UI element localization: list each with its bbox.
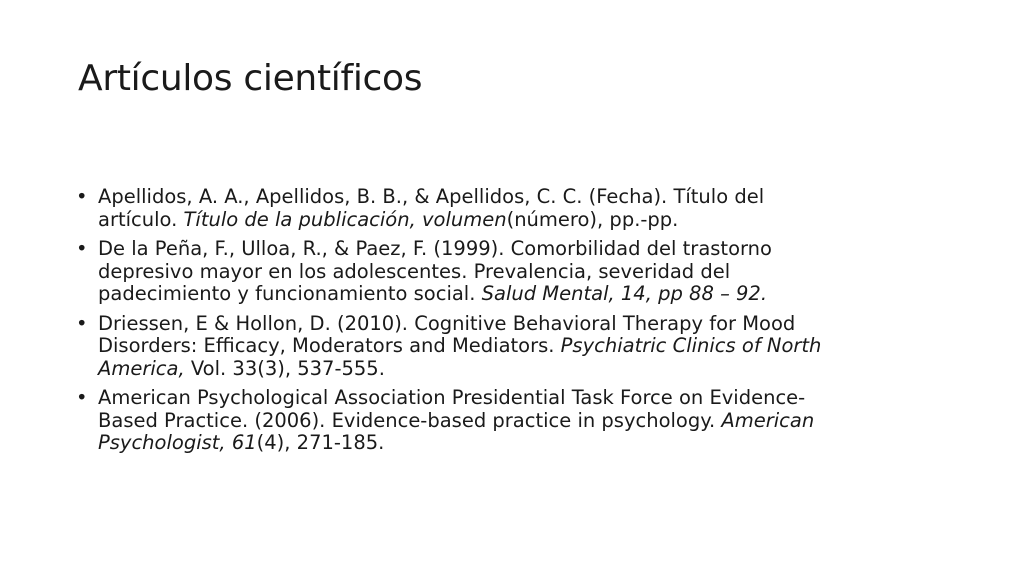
- reference-line: [98, 335, 956, 358]
- reference-text: Apellidos, A. A., Apellidos, B. B., & Apellidos, C. C. (Fecha). Título del: [98, 185, 765, 208]
- bullet-dot-icon: •: [76, 237, 88, 260]
- reference-italic-text: Psychiatric Clinics of North: [560, 334, 822, 357]
- reference-text: depresivo mayor en los adolescentes. Prevalencia, severidad del: [98, 259, 731, 283]
- reference-text: American Psychological Association Presidential Task Force on Evidence-: [98, 386, 806, 409]
- reference-text: padecimiento y funcionamiento social.: [98, 282, 482, 305]
- reference-text: De la Peña, F., Ulloa, R., & Paez, F. (1999). Comorbilidad del trastorno: [98, 237, 772, 260]
- reference-italic-text: Psychologist, 61: [98, 431, 257, 454]
- reference-text: Disorders: Efficacy, Moderators and Mediators.: [98, 334, 561, 357]
- bullet-dot-icon: •: [76, 386, 88, 409]
- reference-line: [98, 186, 956, 209]
- reference-text: (número), pp.-pp.: [506, 207, 679, 231]
- reference-list: [76, 186, 956, 462]
- reference-line: [98, 387, 956, 410]
- reference-line: [98, 261, 956, 284]
- reference-line: [98, 283, 956, 306]
- bullet-dot-icon: •: [76, 185, 88, 208]
- reference-italic-text: Salud Mental, 14, pp 88 – 92.: [481, 282, 768, 305]
- reference-text: Based Practice. (2006). Evidence-based practice in psychology.: [98, 408, 722, 432]
- reference-italic-text: American: [721, 408, 815, 432]
- reference-item: [76, 238, 956, 306]
- reference-italic-text: Título de la publicación, volumen: [183, 207, 507, 231]
- reference-line: [98, 238, 956, 261]
- reference-line: [98, 209, 956, 232]
- reference-line: [98, 313, 956, 336]
- slide-title: Artículos científicos: [78, 58, 423, 99]
- reference-text: Vol. 33(3), 537-555.: [184, 356, 385, 380]
- reference-item: [76, 186, 956, 231]
- reference-item: [76, 387, 956, 455]
- reference-item: [76, 313, 956, 381]
- reference-line: [98, 432, 956, 455]
- bullet-dot-icon: •: [76, 311, 88, 335]
- reference-line: [98, 358, 956, 381]
- reference-italic-text: America,: [98, 356, 185, 380]
- reference-line: [98, 410, 956, 433]
- reference-text: Driessen, E & Hollon, D. (2010). Cognitive Behavioral Therapy for Mood: [98, 311, 796, 335]
- reference-text: artículo.: [98, 207, 184, 231]
- reference-text: (4), 271-185.: [256, 431, 385, 454]
